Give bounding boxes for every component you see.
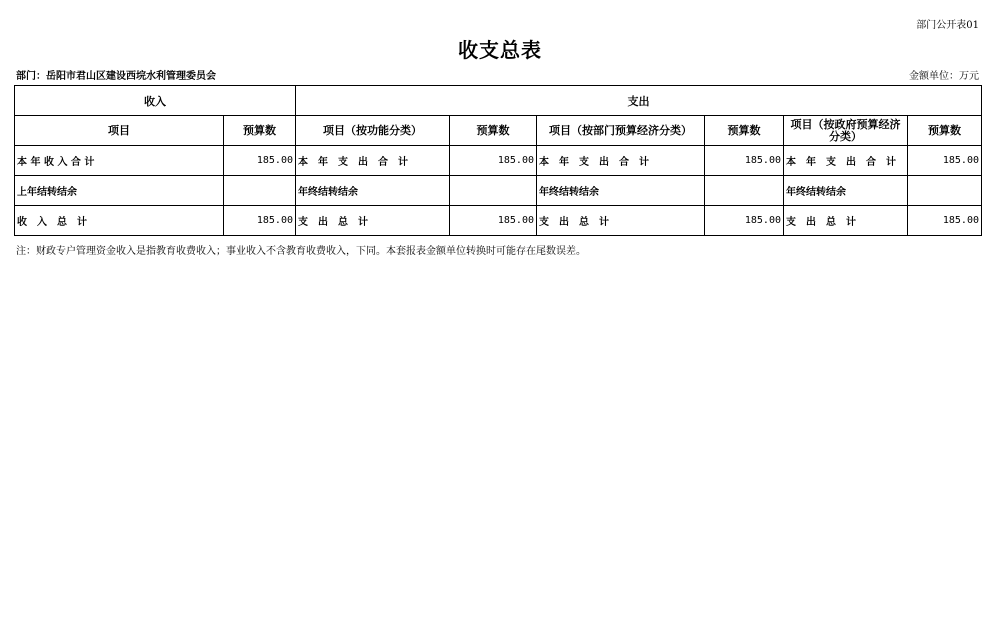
column-header: 项目（按部门预算经济分类） [537, 116, 705, 146]
table-cell [224, 176, 296, 206]
table-cell: 185.00 [224, 146, 296, 176]
table-cell: 185.00 [450, 206, 537, 236]
table-cell: 本 年 支 出 合 计 [537, 146, 705, 176]
column-header: 预算数 [224, 116, 296, 146]
table-cell: 本 年 支 出 合 计 [784, 146, 908, 176]
table-cell: 年终结转结余 [784, 176, 908, 206]
column-header: 项目（按功能分类） [296, 116, 450, 146]
table-cell [908, 176, 982, 206]
table-cell: 185.00 [224, 206, 296, 236]
table-cell: 本 年 收 入 合 计 [15, 146, 224, 176]
footnote: 注：财政专户管理资金收入是指教育收费收入；事业收入不含教育收费收入，下同。本套报表金额单位转换时可能存在尾数误差。 [16, 246, 586, 257]
table-cell: 本 年 支 出 合 计 [296, 146, 450, 176]
table-cell: 年终结转结余 [296, 176, 450, 206]
department-label: 部门：岳阳市君山区建设西垸水利管理委员会 [16, 71, 216, 82]
amount-unit-label: 金额单位：万元 [909, 71, 979, 82]
table-cell: 185.00 [908, 146, 982, 176]
table-cell: 185.00 [908, 206, 982, 236]
page-title: 收支总表 [458, 38, 542, 62]
table-cell [705, 176, 784, 206]
form-code: 部门公开表01 [916, 20, 979, 31]
income-group-header: 收入 [15, 86, 296, 116]
table-cell: 支 出 总 计 [537, 206, 705, 236]
table-cell: 支 出 总 计 [296, 206, 450, 236]
table-cell: 收 入 总 计 [15, 206, 224, 236]
table-row [15, 206, 982, 236]
group-header-row [15, 86, 982, 116]
table-cell: 185.00 [450, 146, 537, 176]
column-header: 项目（按政府预算经济分类） [784, 116, 908, 146]
column-header: 预算数 [908, 116, 982, 146]
table-cell: 185.00 [705, 206, 784, 236]
column-header-row [15, 116, 982, 146]
table-cell: 支 出 总 计 [784, 206, 908, 236]
table-cell: 年终结转结余 [537, 176, 705, 206]
column-header: 项目 [15, 116, 224, 146]
expense-group-header: 支出 [296, 86, 982, 116]
table-row [15, 176, 982, 206]
table-cell: 185.00 [705, 146, 784, 176]
column-header: 预算数 [450, 116, 537, 146]
table-row [15, 146, 982, 176]
column-header: 预算数 [705, 116, 784, 146]
income-expense-table [14, 85, 982, 236]
table-cell: 上年结转结余 [15, 176, 224, 206]
table-cell [450, 176, 537, 206]
